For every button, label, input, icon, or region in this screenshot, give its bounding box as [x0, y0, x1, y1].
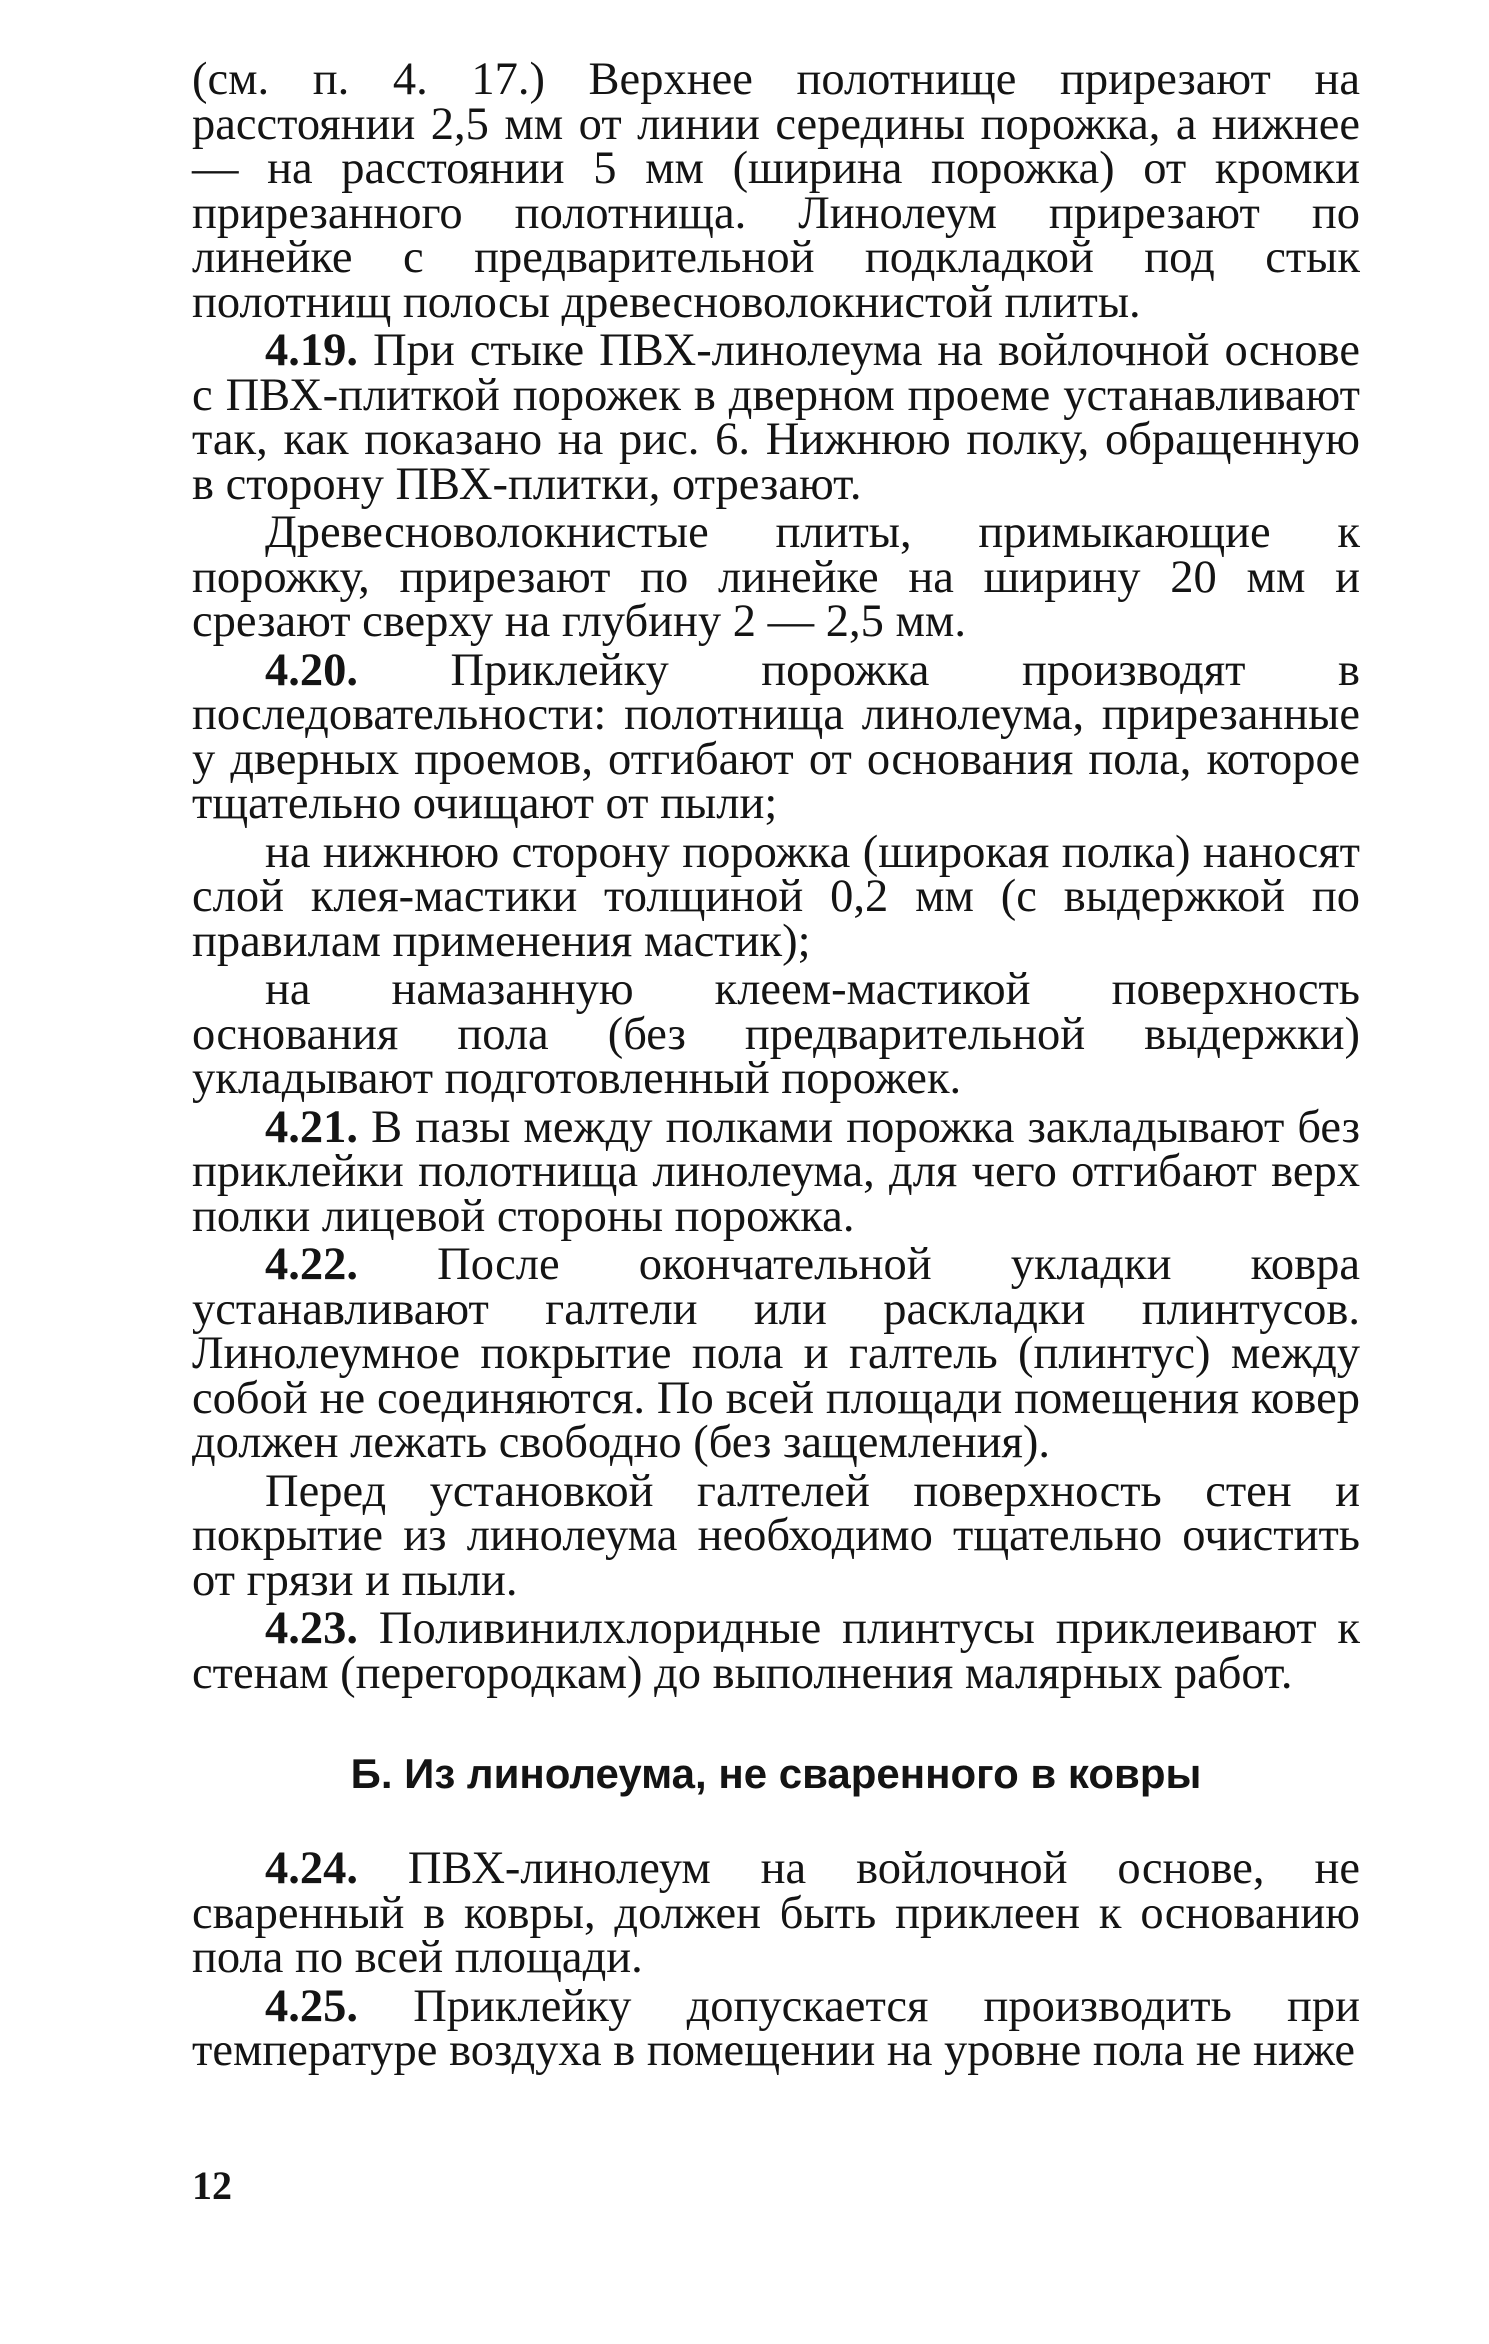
- page-body: [192, 54, 1360, 2076]
- paragraph-cleaning: [192, 1465, 1360, 1606]
- paragraph-number: 4.23.: [265, 1603, 358, 1654]
- paragraph-4-23: [192, 1603, 1360, 1699]
- paragraph-4-20: [192, 644, 1360, 829]
- paragraph-number: 4.21.: [265, 1101, 358, 1153]
- paragraph-continuation: [192, 54, 1360, 328]
- paragraph-text: Приклейку допускается производить при температуре воздуха в помещении на уровне пола не ниже: [192, 1980, 1360, 2076]
- section-heading: Б. Из линолеума, не сваренного в ковры: [350, 1750, 1202, 1797]
- paragraph-text: на нижнюю сторону порожка (широкая полка) наносят слой клея-мастики толщиной 0,2 мм (с выдержкой по правилам применения мастик);: [192, 826, 1360, 967]
- paragraph-text: ПВХ-линолеум на войлочной основе, не сваренный в ковры, должен быть приклеен к основанию пола по всей площади.: [192, 1843, 1360, 1983]
- page-number: 12: [192, 2163, 232, 2208]
- paragraph-number: 4.19.: [265, 325, 358, 376]
- paragraph-mastic-layer: [192, 826, 1360, 967]
- paragraph-4-25: [192, 1980, 1360, 2076]
- paragraph-text: При стыке ПВХ-линолеума на войлочной основе с ПВХ-плиткой порожек в дверном проеме устанавливают так, как показано на рис. 6. Нижнюю полку, обращенную в сторону ПВХ-плитки, отрезают.: [192, 325, 1360, 510]
- paragraph-number: 4.24.: [265, 1843, 358, 1894]
- paragraph-number: 4.20.: [265, 644, 358, 696]
- paragraph-number: 4.22.: [265, 1239, 358, 1290]
- paragraph-text: В пазы между полками порожка закладывают без приклейки полотнища линолеума, для чего отгибают верх полки лицевой стороны порожка.: [192, 1101, 1360, 1242]
- paragraph-4-19: [192, 325, 1360, 510]
- paragraph-number: 4.25.: [265, 1980, 358, 2032]
- paragraph-text: Поливинилхлоридные плинтусы приклеивают к стенам (перегородкам) до выполнения малярных работ.: [192, 1603, 1360, 1699]
- paragraph-4-22: [192, 1239, 1360, 1468]
- paragraph-4-21: [192, 1101, 1360, 1242]
- paragraph-fiberboard: [192, 507, 1360, 647]
- paragraph-text: на намазанную клеем-мастикой поверхность основания пола (без предварительной выдержки) укладывают подготовленный порожек.: [192, 964, 1360, 1104]
- paragraph-text: Перед установкой галтелей поверхность стен и покрытие из линолеума необходимо тщательно очистить от грязи и пыли.: [192, 1465, 1360, 1606]
- paragraph-threshold-placement: [192, 964, 1360, 1104]
- paragraph-text: После окончательной укладки ковра устанавливают галтели или раскладки плинтусов. Линолеумное покрытие пола и галтель (плинтус) между собой не соединяются. По всей площади помещения ковер должен лежать свободно (без защемления).: [192, 1239, 1360, 1468]
- paragraph-4-24: [192, 1843, 1360, 1983]
- paragraph-text: Приклейку порожка производят в последовательности: полотнища линолеума, прирезанные у дверных проемов, отгибают от основания пола, которое тщательно очищают от пыли;: [192, 644, 1360, 829]
- paragraph-text: Древесноволокнистые плиты, примыкающие к порожку, прирезают по линейке на ширину 20 мм и срезают сверху на глубину 2 — 2,5 мм.: [192, 507, 1360, 647]
- paragraph-text: (см. п. 4. 17.) Верхнее полотнище прирезают на расстоянии 2,5 мм от линии середины порожка, а нижнее — на расстоянии 5 мм (ширина порожка) от кромки прирезанного полотнища. Линолеум прирезают по линейке с предварительной подкладкой под стык полотнищ полосы древесноволокнистой плиты.: [192, 54, 1360, 328]
